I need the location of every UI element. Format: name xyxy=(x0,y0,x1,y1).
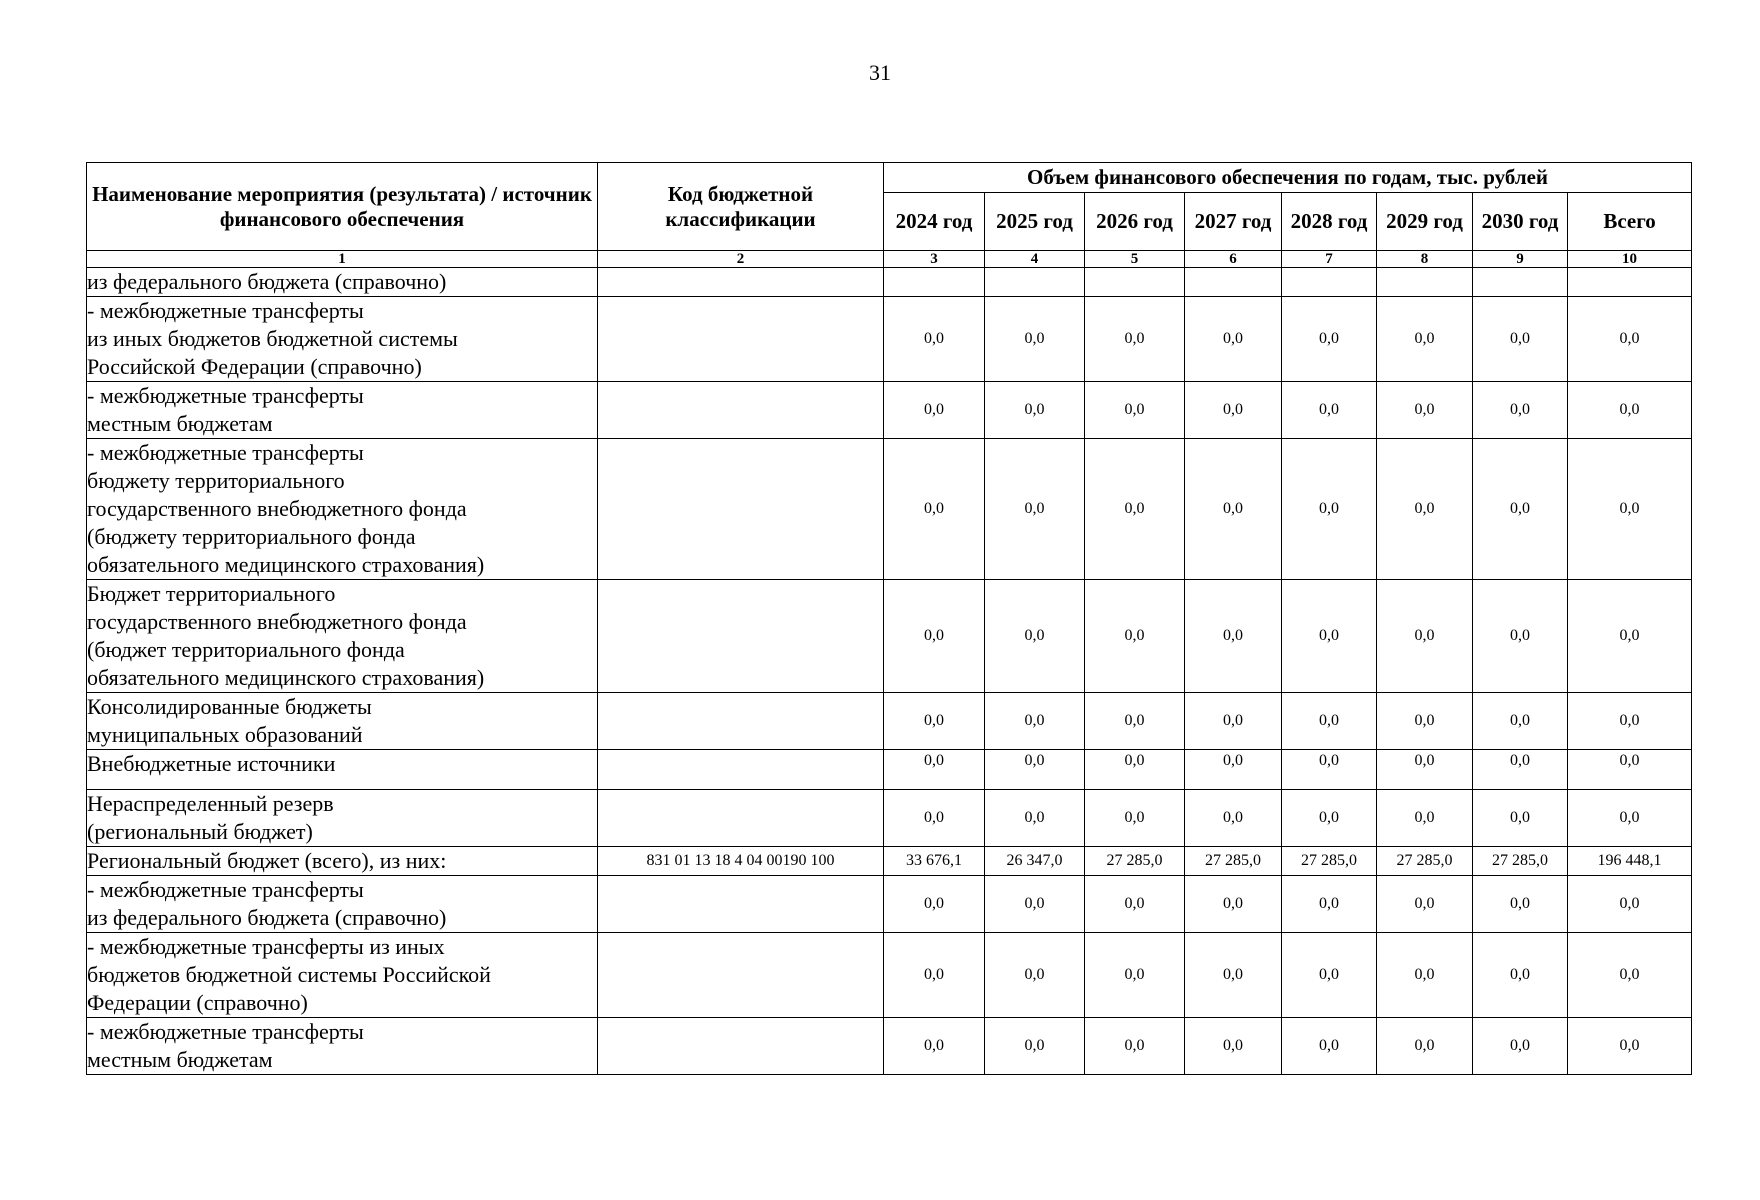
row-value xyxy=(1085,268,1185,297)
column-number: 2 xyxy=(598,251,884,268)
row-value: 0,0 xyxy=(1185,693,1282,750)
row-value: 0,0 xyxy=(1568,790,1692,847)
row-value: 0,0 xyxy=(1473,693,1568,750)
header-year-2029: 2029 год xyxy=(1377,193,1473,251)
row-value: 0,0 xyxy=(1085,750,1185,790)
row-name: - межбюджетные трансферты из федерального бюджета (справочно) xyxy=(87,876,598,933)
row-value: 0,0 xyxy=(1282,876,1377,933)
row-value: 0,0 xyxy=(985,297,1085,382)
row-value: 0,0 xyxy=(985,790,1085,847)
row-code xyxy=(598,693,884,750)
row-value: 0,0 xyxy=(1085,382,1185,439)
table-row xyxy=(87,693,1692,750)
column-number: 3 xyxy=(884,251,985,268)
row-name: Бюджет территориального государственного внебюджетного фонда (бюджет территориального фонда обязательного медицинского страхования) xyxy=(87,580,598,693)
row-value: 0,0 xyxy=(1568,297,1692,382)
row-value xyxy=(1377,268,1473,297)
row-value: 0,0 xyxy=(1282,297,1377,382)
row-name: из федерального бюджета (справочно) xyxy=(87,268,598,297)
column-number: 10 xyxy=(1568,251,1692,268)
row-name: - межбюджетные трансферты бюджету территориального государственного внебюджетного фонда (бюджету территориального фонда обязательного медицинского страхования) xyxy=(87,439,598,580)
row-value xyxy=(1185,268,1282,297)
row-value: 0,0 xyxy=(1377,933,1473,1018)
header-total: Всего xyxy=(1568,193,1692,251)
row-value xyxy=(1282,268,1377,297)
header-year-2028: 2028 год xyxy=(1282,193,1377,251)
row-value: 0,0 xyxy=(1282,790,1377,847)
row-value: 0,0 xyxy=(1377,1018,1473,1075)
row-code xyxy=(598,439,884,580)
row-value: 0,0 xyxy=(1568,382,1692,439)
row-value: 0,0 xyxy=(1473,439,1568,580)
row-name: - межбюджетные трансферты местным бюджетам xyxy=(87,382,598,439)
table-row xyxy=(87,382,1692,439)
row-value: 33 676,1 xyxy=(884,847,985,876)
row-value: 0,0 xyxy=(884,297,985,382)
header-year-2026: 2026 год xyxy=(1085,193,1185,251)
row-value: 0,0 xyxy=(985,876,1085,933)
header-name: Наименование мероприятия (результата) / источник финансового обеспечения xyxy=(87,163,598,251)
row-name: Консолидированные бюджеты муниципальных образований xyxy=(87,693,598,750)
row-code xyxy=(598,382,884,439)
row-value: 0,0 xyxy=(1085,297,1185,382)
row-value: 0,0 xyxy=(985,693,1085,750)
row-value: 0,0 xyxy=(985,1018,1085,1075)
row-value: 0,0 xyxy=(1185,933,1282,1018)
row-code xyxy=(598,933,884,1018)
row-value: 0,0 xyxy=(1568,693,1692,750)
row-value: 0,0 xyxy=(1568,750,1692,790)
row-code xyxy=(598,268,884,297)
row-name: Нераспределенный резерв (региональный бюджет) xyxy=(87,790,598,847)
column-numbers-row xyxy=(87,251,1692,268)
row-value: 0,0 xyxy=(1473,933,1568,1018)
row-value: 0,0 xyxy=(985,750,1085,790)
row-value: 0,0 xyxy=(1473,580,1568,693)
row-code xyxy=(598,750,884,790)
row-value: 0,0 xyxy=(1185,876,1282,933)
row-name: - межбюджетные трансферты из иных бюджетов бюджетной системы Российской Федерации (справочно) xyxy=(87,297,598,382)
row-value xyxy=(884,268,985,297)
row-value: 0,0 xyxy=(1377,439,1473,580)
row-value: 0,0 xyxy=(1568,933,1692,1018)
row-code xyxy=(598,790,884,847)
row-value: 0,0 xyxy=(1568,580,1692,693)
table-row xyxy=(87,750,1692,790)
row-value: 0,0 xyxy=(1377,790,1473,847)
budget-table xyxy=(86,162,1692,1075)
header-row-top xyxy=(87,163,1692,193)
row-name: - межбюджетные трансферты из иных бюджетов бюджетной системы Российской Федерации (справочно) xyxy=(87,933,598,1018)
row-value: 0,0 xyxy=(884,580,985,693)
header-year-2025: 2025 год xyxy=(985,193,1085,251)
row-value: 0,0 xyxy=(1568,876,1692,933)
header-year-2024: 2024 год xyxy=(884,193,985,251)
row-value: 0,0 xyxy=(1085,439,1185,580)
row-value: 0,0 xyxy=(1185,580,1282,693)
header-year-2027: 2027 год xyxy=(1185,193,1282,251)
row-value: 0,0 xyxy=(1377,876,1473,933)
row-value: 0,0 xyxy=(985,382,1085,439)
row-value: 0,0 xyxy=(1473,382,1568,439)
column-number: 5 xyxy=(1085,251,1185,268)
row-value: 0,0 xyxy=(884,790,985,847)
row-value: 27 285,0 xyxy=(1282,847,1377,876)
row-value: 0,0 xyxy=(884,933,985,1018)
row-value: 0,0 xyxy=(1377,693,1473,750)
row-value: 0,0 xyxy=(1185,1018,1282,1075)
row-value: 0,0 xyxy=(1185,439,1282,580)
row-code xyxy=(598,580,884,693)
table-row xyxy=(87,1018,1692,1075)
table-row xyxy=(87,933,1692,1018)
row-value: 0,0 xyxy=(1473,750,1568,790)
row-value: 26 347,0 xyxy=(985,847,1085,876)
column-number: 8 xyxy=(1377,251,1473,268)
row-code: 831 01 13 18 4 04 00190 100 xyxy=(598,847,884,876)
row-name: Внебюджетные источники xyxy=(87,750,598,790)
row-value: 0,0 xyxy=(1085,876,1185,933)
row-value: 0,0 xyxy=(1185,297,1282,382)
row-value: 0,0 xyxy=(1377,580,1473,693)
row-value: 0,0 xyxy=(1377,750,1473,790)
row-value: 0,0 xyxy=(985,580,1085,693)
row-value: 0,0 xyxy=(1085,1018,1185,1075)
row-value: 0,0 xyxy=(1282,382,1377,439)
table-row xyxy=(87,580,1692,693)
row-value: 27 285,0 xyxy=(1185,847,1282,876)
row-value: 0,0 xyxy=(884,382,985,439)
table-body xyxy=(87,268,1692,1075)
row-value: 0,0 xyxy=(1085,790,1185,847)
row-value: 0,0 xyxy=(1473,297,1568,382)
row-value: 0,0 xyxy=(1568,439,1692,580)
row-value: 0,0 xyxy=(884,1018,985,1075)
row-value: 0,0 xyxy=(1282,933,1377,1018)
row-value: 0,0 xyxy=(884,693,985,750)
table-row xyxy=(87,790,1692,847)
header-year-2030: 2030 год xyxy=(1473,193,1568,251)
row-value: 0,0 xyxy=(1085,933,1185,1018)
row-value: 0,0 xyxy=(985,439,1085,580)
row-value: 196 448,1 xyxy=(1568,847,1692,876)
column-number: 7 xyxy=(1282,251,1377,268)
column-number: 6 xyxy=(1185,251,1282,268)
row-value: 0,0 xyxy=(1282,580,1377,693)
header-volume: Объем финансового обеспечения по годам, тыс. рублей xyxy=(884,163,1692,193)
row-value: 0,0 xyxy=(1282,1018,1377,1075)
row-value: 0,0 xyxy=(1473,1018,1568,1075)
row-value: 0,0 xyxy=(1377,382,1473,439)
row-value xyxy=(1473,268,1568,297)
row-value: 0,0 xyxy=(884,750,985,790)
row-value: 0,0 xyxy=(1085,693,1185,750)
row-value xyxy=(985,268,1085,297)
row-value: 0,0 xyxy=(1185,382,1282,439)
row-value: 27 285,0 xyxy=(1085,847,1185,876)
row-code xyxy=(598,1018,884,1075)
row-value: 27 285,0 xyxy=(1377,847,1473,876)
row-value: 0,0 xyxy=(1473,876,1568,933)
table-row xyxy=(87,439,1692,580)
table-row xyxy=(87,297,1692,382)
header-code: Код бюджетной классификации xyxy=(598,163,884,251)
table-row xyxy=(87,268,1692,297)
row-value: 0,0 xyxy=(1185,790,1282,847)
row-value: 0,0 xyxy=(884,876,985,933)
row-code xyxy=(598,297,884,382)
row-value: 0,0 xyxy=(1282,439,1377,580)
column-number: 1 xyxy=(87,251,598,268)
column-number: 9 xyxy=(1473,251,1568,268)
row-value: 0,0 xyxy=(1377,297,1473,382)
row-code xyxy=(598,876,884,933)
row-value: 0,0 xyxy=(1568,1018,1692,1075)
row-value: 0,0 xyxy=(985,933,1085,1018)
row-value: 0,0 xyxy=(884,439,985,580)
row-value: 0,0 xyxy=(1282,693,1377,750)
row-name: - межбюджетные трансферты местным бюджетам xyxy=(87,1018,598,1075)
row-value: 0,0 xyxy=(1185,750,1282,790)
row-value: 0,0 xyxy=(1085,580,1185,693)
row-value: 0,0 xyxy=(1282,750,1377,790)
page-number: 31 xyxy=(869,60,891,85)
row-value xyxy=(1568,268,1692,297)
row-value: 27 285,0 xyxy=(1473,847,1568,876)
row-name: Региональный бюджет (всего), из них: xyxy=(87,847,598,876)
table-row xyxy=(87,876,1692,933)
table-row xyxy=(87,847,1692,876)
row-value: 0,0 xyxy=(1473,790,1568,847)
column-number: 4 xyxy=(985,251,1085,268)
